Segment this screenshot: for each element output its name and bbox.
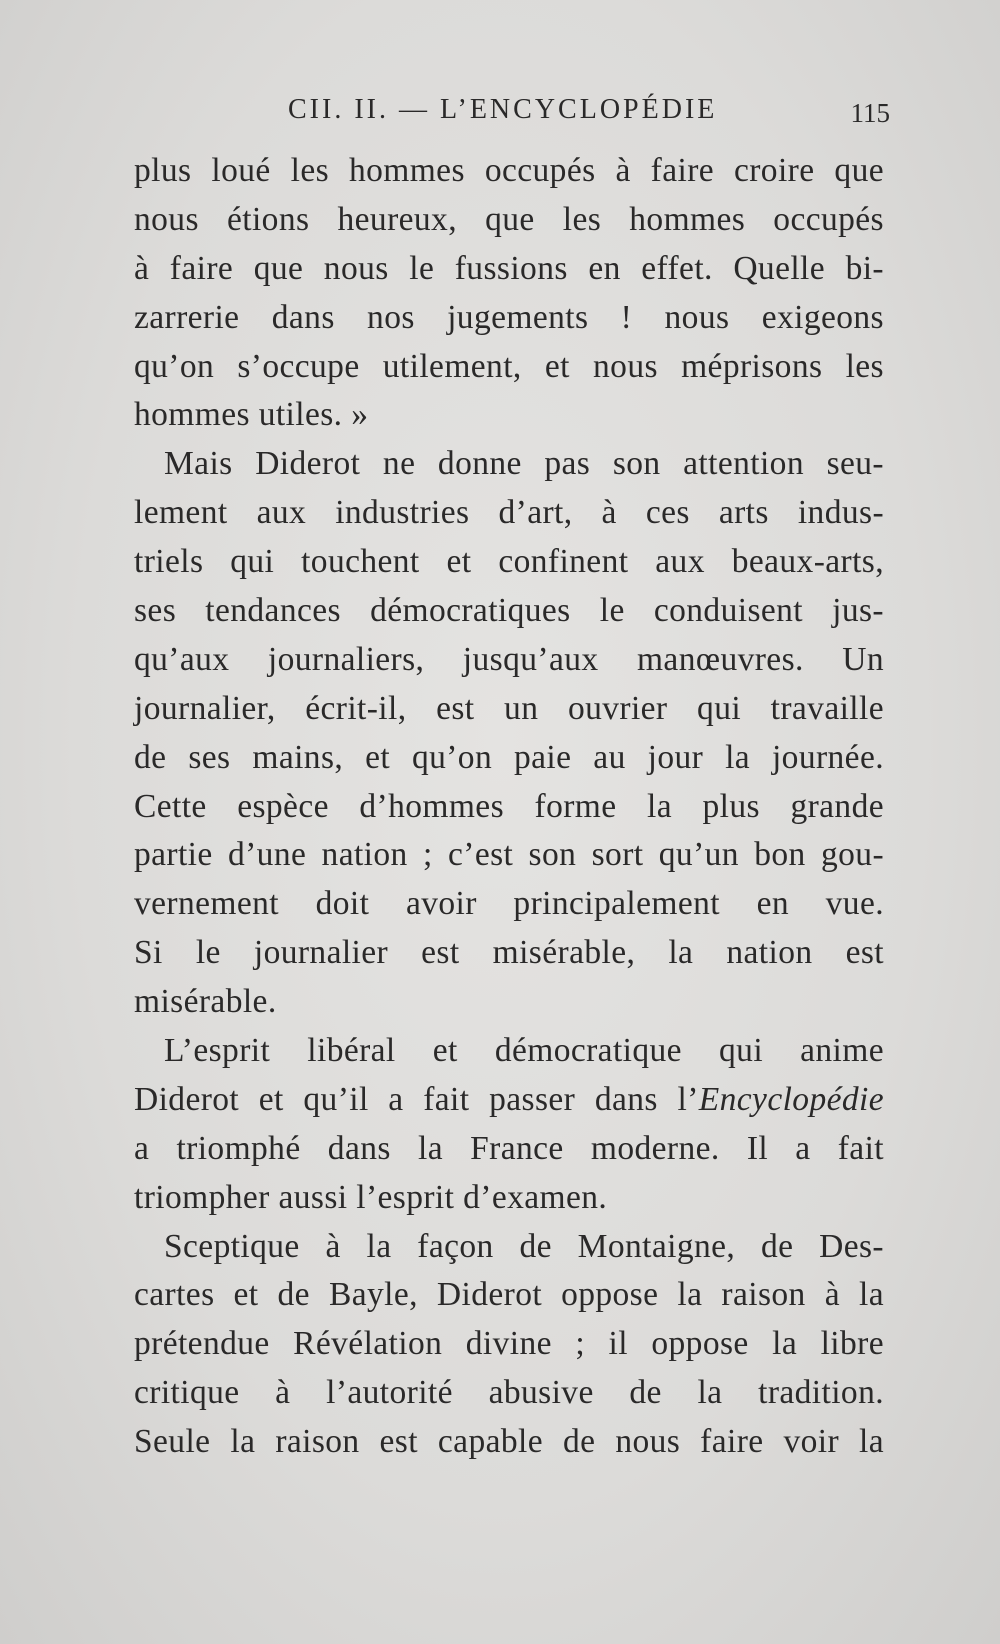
italic-title: Encyclopédie bbox=[698, 1080, 884, 1118]
text-line: Mais Diderot ne donne pas son attention seu- bbox=[164, 445, 884, 483]
text-line: lement aux industries d’art, à ces arts indus- bbox=[134, 494, 884, 532]
text-line: triels qui touchent et confinent aux beaux-arts, bbox=[134, 543, 884, 581]
text-line: à faire que nous le fussions en effet. Quelle bi- bbox=[134, 249, 884, 287]
text-line: Cette espèce d’hommes forme la plus grande bbox=[134, 787, 884, 825]
text-line: Seule la raison est capable de nous faire voir la bbox=[134, 1423, 884, 1461]
text-line: Sceptique à la façon de Montaigne, de Des- bbox=[164, 1227, 884, 1265]
text-line: vernement doit avoir principalement en vue. bbox=[134, 885, 884, 923]
text-segment: Diderot et qu’il a fait passer dans l’ bbox=[134, 1080, 699, 1118]
text-line: journalier, écrit-il, est un ouvrier qui travaille bbox=[134, 689, 884, 727]
text-line: triompher aussi l’esprit d’examen. bbox=[134, 1178, 608, 1216]
text-line: cartes et de Bayle, Diderot oppose la raison à la bbox=[134, 1276, 884, 1314]
text-line: qu’on s’occupe utilement, et nous méprisons les bbox=[134, 347, 884, 385]
text-line: nous étions heureux, que les hommes occupés bbox=[134, 200, 884, 238]
text-line: a triomphé dans la France moderne. Il a fait bbox=[134, 1129, 884, 1167]
text-line: critique à l’autorité abusive de la tradition. bbox=[134, 1374, 884, 1412]
text-line: zarrerie dans nos jugements ! nous exigeons bbox=[134, 298, 884, 336]
text-line: misérable. bbox=[134, 983, 277, 1021]
text-line: hommes utiles. » bbox=[134, 396, 369, 434]
text-line: plus loué les hommes occupés à faire croire que bbox=[134, 152, 884, 189]
running-head bbox=[288, 94, 890, 134]
text-line: partie d’une nation ; c’est son sort qu’un bon gou- bbox=[134, 836, 884, 874]
text-line: L’esprit libéral et démocratique qui anime bbox=[164, 1032, 884, 1070]
text-line: de ses mains, et qu’on paie au jour la journée. bbox=[134, 738, 884, 776]
page-number: 115 bbox=[850, 98, 890, 128]
text-line: qu’aux journaliers, jusqu’aux manœuvres. Un bbox=[134, 640, 884, 678]
text-line: ses tendances démocratiques le conduisent jus- bbox=[134, 592, 884, 630]
text-line: Si le journalier est misérable, la nation est bbox=[134, 934, 884, 972]
chapter-heading: CII. II. — L’ENCYCLOPÉDIE bbox=[288, 94, 718, 125]
text-line: prétendue Révélation divine ; il oppose la libre bbox=[134, 1325, 884, 1363]
text-line bbox=[134, 1076, 884, 1125]
body-text bbox=[134, 147, 884, 1467]
